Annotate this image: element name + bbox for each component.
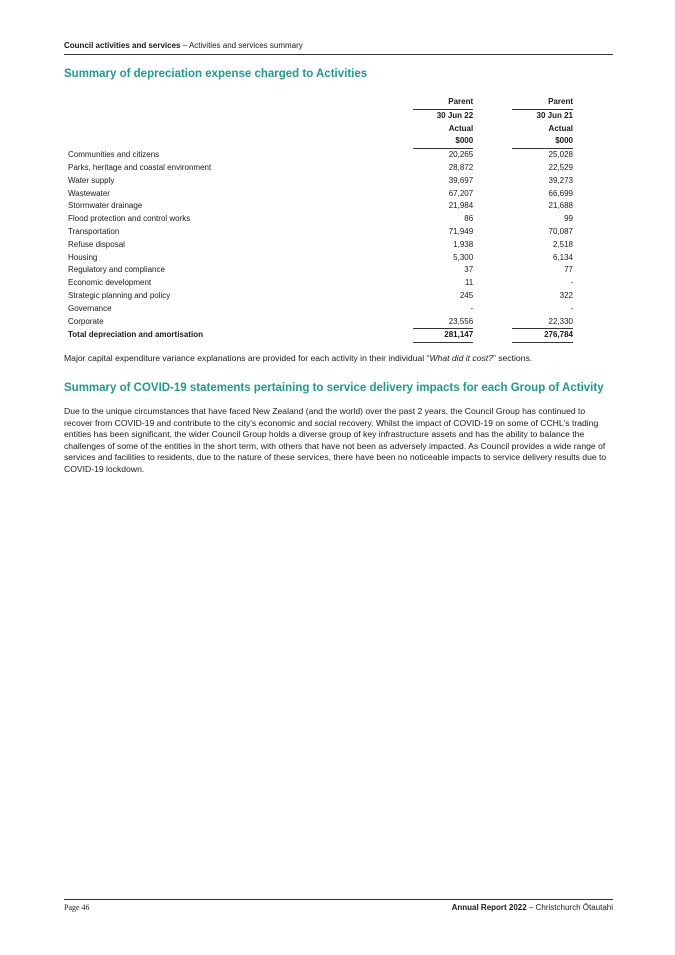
row-label: Wastewater	[68, 188, 110, 198]
table-row	[68, 188, 573, 201]
col-2021-entity: Parent	[512, 96, 573, 109]
row-label: Governance	[68, 303, 112, 313]
running-head-separator: –	[180, 41, 189, 50]
table-row	[68, 277, 573, 290]
row-value-2022: 23,556	[413, 316, 473, 329]
running-head-subsection: Activities and services summary	[188, 41, 303, 50]
row-value-2022: 245	[459, 290, 474, 300]
table-row	[68, 264, 573, 277]
row-value-2022: 28,872	[448, 162, 474, 172]
table-row	[68, 175, 573, 188]
row-value-2022: 39,697	[448, 175, 474, 185]
table-row	[68, 149, 573, 162]
page-footer	[64, 899, 613, 913]
col-2022-date: 30 Jun 22	[436, 110, 474, 120]
row-value-2022: 20,265	[448, 150, 474, 160]
row-value-2021: 99	[564, 214, 573, 224]
running-head-section: Council activities and services	[64, 41, 181, 50]
header-row-entity	[68, 96, 573, 109]
table-row	[68, 252, 573, 265]
row-label: Corporate	[68, 316, 104, 326]
row-label: Stormwater drainage	[68, 201, 143, 211]
row-value-2021: -	[570, 278, 573, 288]
row-label: Communities and citizens	[68, 149, 160, 159]
report-separator: –	[526, 903, 536, 912]
covid-title: Summary of COVID-19 statements pertaining to service delivery impacts for each Group of Activity	[64, 382, 604, 394]
variance-note	[64, 353, 613, 364]
row-label: Strategic planning and policy	[68, 290, 171, 300]
row-label: Water supply	[68, 175, 115, 185]
col-2022-basis: Actual	[448, 123, 474, 133]
table-row	[68, 239, 573, 252]
depreciation-rows	[68, 149, 573, 343]
row-value-2021: 77	[564, 265, 573, 275]
row-value-2022: 21,984	[448, 201, 474, 211]
row-value-2022: 71,949	[448, 226, 474, 236]
variance-note-text: Major capital expenditure variance explanations are provided for each activity in their individual “	[64, 353, 430, 363]
table-row	[68, 200, 573, 213]
table-row	[68, 290, 573, 303]
row-value-2022: 1,938	[453, 239, 474, 249]
row-value-2021: 22,529	[548, 162, 573, 172]
row-value-2021: -	[570, 303, 573, 313]
total-row	[68, 329, 573, 343]
page-number: Page 46	[64, 903, 90, 912]
row-value-2021: 322	[559, 290, 573, 300]
row-label: Housing	[68, 252, 98, 262]
row-value-2021: 66,699	[548, 188, 573, 198]
report-page	[64, 0, 613, 955]
variance-note-italic: What did it cost?	[429, 353, 493, 363]
total-label: Total depreciation and amortisation	[68, 330, 203, 340]
row-label: Regulatory and compliance	[68, 265, 165, 275]
row-value-2022: 86	[464, 214, 474, 224]
variance-note-end: ” sections.	[492, 353, 533, 363]
col-2021-basis: Actual	[548, 123, 573, 133]
header-row-unit	[68, 135, 573, 148]
row-value-2021: 22,330	[512, 316, 573, 329]
row-value-2022: 37	[464, 265, 474, 275]
table-row	[68, 226, 573, 239]
row-label: Economic development	[68, 278, 152, 288]
depreciation-table	[68, 96, 573, 343]
col-2021-date: 30 Jun 21	[536, 110, 573, 120]
row-value-2021: 6,134	[552, 252, 573, 262]
header-row-basis	[68, 123, 573, 136]
row-label: Refuse disposal	[68, 239, 125, 249]
row-value-2021: 25,028	[548, 150, 573, 160]
running-head	[64, 41, 613, 55]
row-label: Transportation	[68, 226, 120, 236]
row-value-2021: 21,688	[548, 201, 573, 211]
col-2022-unit: $000	[413, 135, 473, 148]
row-value-2021: 2,518	[552, 239, 573, 249]
report-title	[452, 903, 613, 913]
header-row-date	[68, 109, 573, 122]
report-name: Annual Report 2022	[451, 903, 527, 912]
row-value-2021: 39,273	[548, 175, 573, 185]
table-row	[68, 303, 573, 316]
row-value-2022: 5,300	[453, 252, 474, 262]
report-organisation: Christchurch Ōtautahi	[535, 903, 613, 912]
table-row	[68, 162, 573, 175]
row-label: Flood protection and control works	[68, 214, 191, 224]
table-row	[68, 316, 573, 329]
row-value-2022: -	[470, 303, 474, 313]
row-label: Parks, heritage and coastal environment	[68, 162, 212, 172]
row-value-2022: 11	[464, 278, 474, 288]
col-2021-unit: $000	[512, 135, 573, 148]
table-row	[68, 213, 573, 226]
row-value-2022: 67,207	[448, 188, 474, 198]
col-2022-entity: Parent	[413, 96, 473, 109]
row-value-2021: 70,087	[548, 226, 573, 236]
depreciation-title: Summary of depreciation expense charged to Activities	[64, 68, 368, 80]
total-value-2022: 281,147	[413, 329, 473, 343]
total-value-2021: 276,784	[512, 329, 573, 343]
covid-paragraph: Due to the unique circumstances that have faced New Zealand (and the world) over the past 2 years, the Council Group has continued to recover from COVID-19 and contribute to the city's economic and social recovery. Whilst the impact of COVID-19 on some of CCHL's trading entities has been significant, the wider Council Group holds a diverse group of key infrastructure assets and has the ability to balance the challenges of some of the entities in the short term, with others that have not been as adversely impacted. As Council provides a wide range of services and facilities to residents, due to the nature of these services, there have been no noticeable impacts to service delivery results due to COVID-19 lockdown.	[64, 406, 607, 474]
